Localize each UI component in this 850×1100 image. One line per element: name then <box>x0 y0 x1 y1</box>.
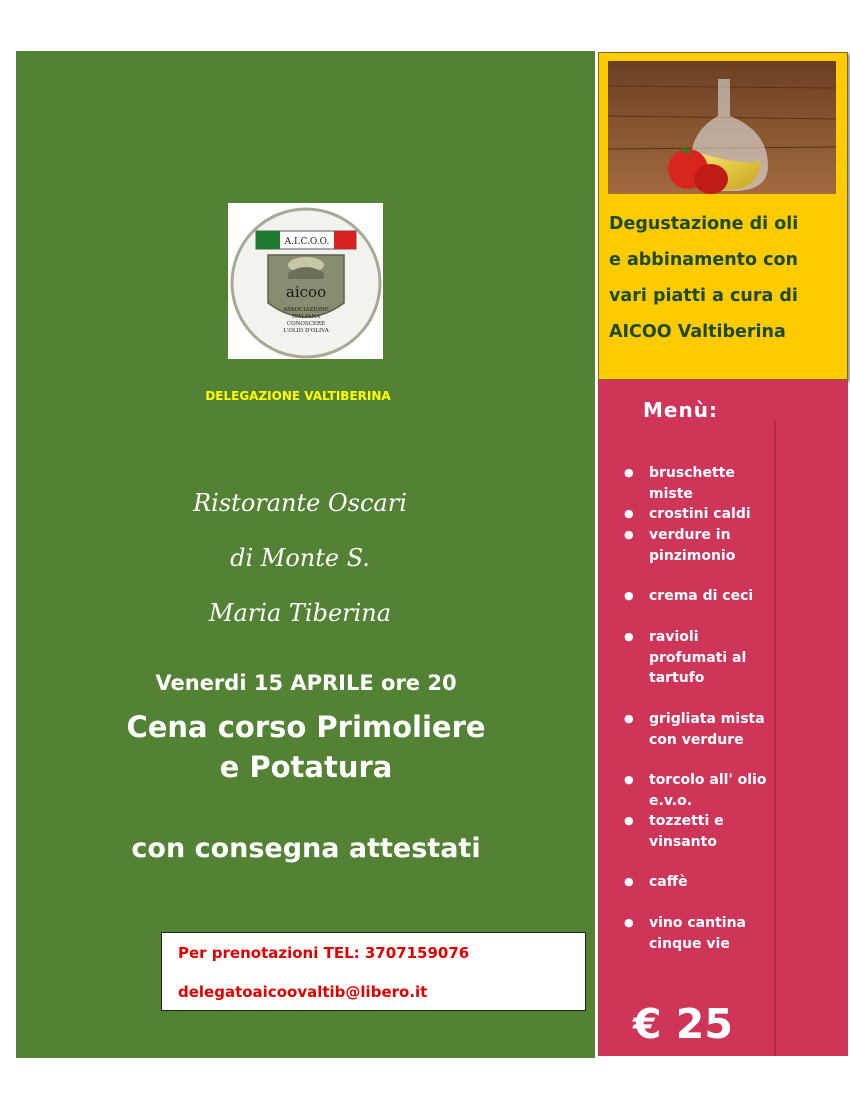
restaurant-line-2: di Monte S. <box>230 544 370 572</box>
logo-name-text: aicoo <box>285 283 327 301</box>
logo-subtitle-3: CONOSCERE <box>286 321 326 327</box>
event-title <box>56 707 556 787</box>
tasting-line-3: vari piatti a cura di <box>609 286 798 306</box>
event-subtitle: con consegna attestati <box>131 833 481 864</box>
bullet-icon: ● <box>624 507 634 520</box>
aicoo-logo <box>228 203 383 359</box>
olive-oil-photo <box>608 61 836 194</box>
tasting-line-2: e abbinamento con <box>609 250 798 270</box>
menu-price: € 25 <box>633 1000 733 1048</box>
logo-subtitle-2: ITALIANA <box>291 314 321 320</box>
restaurant-line-1: Ristorante Oscari <box>193 489 407 517</box>
event-title-line-1: Cena corso Primoliere <box>126 710 486 744</box>
tasting-box <box>598 52 848 380</box>
event-date: Venerdi 15 APRILE ore 20 <box>155 671 457 695</box>
restaurant-name <box>80 476 520 641</box>
bullet-icon: ● <box>624 875 634 888</box>
tasting-line-1: Degustazione di oli <box>609 214 799 234</box>
tasting-description <box>609 206 843 350</box>
event-panel <box>16 51 595 1058</box>
contact-email: delegatoaicoovaltib@libero.it <box>178 983 428 1001</box>
contact-box <box>161 932 586 1011</box>
bullet-icon: ● <box>624 916 634 929</box>
bullet-icon: ● <box>624 528 634 541</box>
restaurant-line-3: Maria Tiberina <box>208 599 392 627</box>
logo-subtitle-1: ASSOCIAZIONE <box>283 307 329 313</box>
menu-title: Menù: <box>643 398 718 422</box>
bullet-icon: ● <box>624 466 634 479</box>
aicoo-logo-emblem <box>228 203 383 359</box>
bullet-icon: ● <box>624 773 634 786</box>
bullet-icon: ● <box>624 712 634 725</box>
bullet-icon: ● <box>624 589 634 602</box>
bullet-icon: ● <box>624 630 634 643</box>
event-title-line-2: e Potatura <box>219 750 393 784</box>
bullet-icon: ● <box>624 814 634 827</box>
contact-phone: Per prenotazioni TEL: 3707159076 <box>178 944 470 962</box>
menu-divider <box>774 420 776 1056</box>
logo-subtitle-4: L'OLIO D'OLIVA <box>283 328 329 334</box>
tasting-line-4: AICOO Valtiberina <box>609 322 786 342</box>
delegation-label: DELEGAZIONE VALTIBERINA <box>205 389 391 403</box>
logo-acronym-text: A.I.C.O.O. <box>284 237 330 247</box>
